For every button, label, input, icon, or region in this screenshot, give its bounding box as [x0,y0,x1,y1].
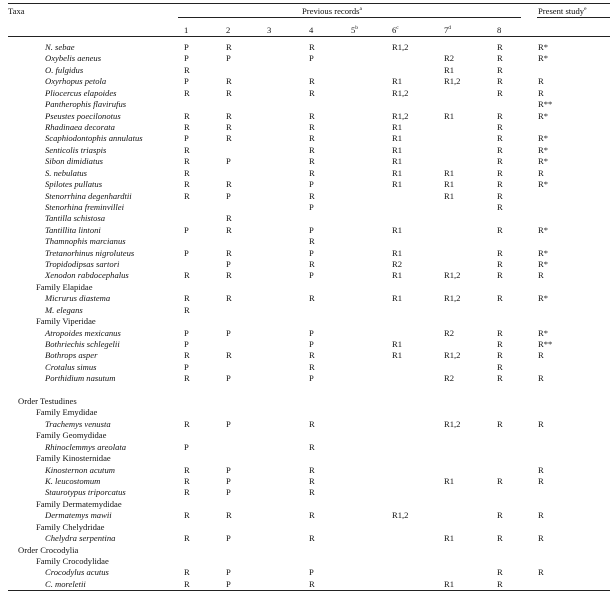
record-cell-col1: R [184,121,190,132]
taxon-name: N. sebae [45,42,75,52]
record-cell-col2: P [226,156,231,167]
record-cell-col1: R [184,144,190,155]
family-heading: Family Dermatemydidae [36,498,122,509]
record-cell-col4: R [309,190,315,201]
taxon-name: Pantherophis flavirufus [45,99,127,110]
family-heading: Family Emydidae [36,407,98,418]
record-cell-col2: R [226,133,232,144]
taxon-name: Trachemys venusta [45,418,111,429]
record-cell-col8: R [497,373,503,384]
present-study-cell: R* [538,144,549,155]
record-cell-col6: R1 [392,133,403,144]
record-cell-col7: R2 [444,327,455,338]
taxon-name: Senticolis triaspis [45,144,107,155]
record-cell-col7: R1,2 [444,76,461,87]
present-study-underline [537,17,610,18]
record-cell-col6: R1 [392,167,403,178]
taxon-name: Oxybelis aeneus [45,53,102,64]
taxon-name: Oxyrhopus petola [45,76,107,87]
record-cell-col4: P [309,224,314,235]
present-study-cell: R [538,270,544,281]
footnote-e: e [584,6,587,13]
present-study-cell: R* [538,179,549,189]
record-cell-col4: R [309,510,315,521]
present-study-header: Present study$^e$ [538,6,587,16]
record-cell-col8: R [497,259,503,269]
record-cell-col4: P [309,567,314,578]
taxon-name: Xenodon rabdocephalus [45,270,129,281]
record-cell-col4: R [309,441,315,452]
record-cell-col4: R [309,144,315,155]
record-cell-col4: R [309,350,315,361]
taxon-name: Tretanorhinus nigroluteus [45,247,135,258]
record-cell-col2: R [226,179,232,189]
record-cell-col4: R [309,578,315,589]
record-cell-col8: R [497,361,503,372]
record-cell-col6: R1 [392,224,403,235]
record-cell-col6: R1 [392,121,403,132]
taxon-name: Stenorrhina degenhardtii [45,190,132,201]
record-cell-col2: P [226,487,231,498]
record-cell-col2: P [226,373,231,384]
taxon-name: S. nebulatus [45,167,88,178]
record-cell-col4: R [309,259,315,269]
family-heading: Family Chelydridae [36,521,105,532]
record-cell-col6: R1,2 [392,87,409,98]
record-cell-col8: R [497,476,503,486]
record-cell-col2: R [226,76,232,87]
record-cell-col7: R1 [444,110,455,121]
present-study-cell: R [538,567,544,578]
family-heading: Family Crocodylidae [36,555,109,566]
record-cell-col2: P [226,533,231,544]
present-study-cell: R* [538,327,549,338]
present-study-cell: R* [538,53,549,64]
record-cell-col8: R [497,270,503,281]
record-cell-col4: P [309,179,314,189]
record-cell-col8: R [497,156,503,167]
record-cell-col1: P [184,327,189,338]
record-cell-col6: R2 [392,259,403,269]
taxon-name: Micrurus diastema [45,293,111,304]
taxon-name: Bothrops asper [45,350,98,361]
record-cell-col8: R [497,578,503,589]
record-cell-col1: R [184,487,190,498]
taxon-name: Tantilla schistosa [45,213,106,224]
taxon-name: Bothriechis schlegelii [45,338,120,349]
record-cell-col8: R [497,338,503,349]
record-cell-col1: R [184,304,190,315]
taxon-name: Scaphiodontophis annulatus [45,133,143,144]
record-cell-col2: R [226,247,232,258]
record-cell-col2: R [226,270,232,281]
record-cell-col4: R [309,361,315,372]
column-number-4: 4 [309,25,314,35]
record-cell-col8: R [497,327,503,338]
record-cell-col6: R1,2 [392,510,409,521]
bottom-rule [8,590,610,591]
record-cell-col1: R [184,578,190,589]
column-number-7: 7$^d$ [444,25,452,35]
record-cell-col1: R [184,510,190,521]
record-cell-col7: R1 [444,179,455,189]
record-cell-col6: R1 [392,247,403,258]
record-cell-col6: R1,2 [392,42,409,52]
present-study-cell: R [538,373,544,384]
record-cell-col8: R [497,293,503,304]
record-cell-col4: P [309,201,314,212]
record-cell-col4: R [309,121,315,132]
taxon-name: Stenorhina freminvillei [45,201,125,212]
record-cell-col1: R [184,270,190,281]
present-study-cell: R [538,418,544,429]
record-cell-col8: R [497,53,503,64]
record-cell-col2: P [226,327,231,338]
record-cell-col8: R [497,42,503,52]
taxa-header: Taxa [8,6,25,16]
taxon-name: Sibon dimidiatus [45,156,104,167]
family-heading: Family Geomydidae [36,430,107,441]
family-heading: Family Elapidae [36,281,93,292]
column-number-3: 3 [267,25,272,35]
previous-records-underline [178,17,521,18]
record-cell-col4: P [309,247,314,258]
record-cell-col7: R1 [444,64,455,75]
record-cell-col8: R [497,179,503,189]
record-cell-col4: R [309,293,315,304]
taxon-name: Pseustes poecilonotus [45,110,121,121]
record-cell-col6: R1 [392,76,403,87]
family-heading: Family Viperidae [36,316,96,327]
record-cell-col2: P [226,190,231,201]
taxon-name: C. moreletii [45,578,86,589]
present-study-cell: R [538,76,544,87]
record-cell-col7: R1 [444,190,455,201]
record-cell-col8: R [497,201,503,212]
taxon-name: Kinosternon acutum [45,464,115,475]
column-number-2: 2 [226,25,231,35]
record-cell-col1: R [184,350,190,361]
record-cell-col2: R [226,87,232,98]
record-cell-col2: R [226,350,232,361]
record-cell-col7: R1 [444,578,455,589]
taxon-name: Thamnophis marcianus [45,236,126,247]
record-cell-col4: R [309,156,315,167]
taxon-name: Tropidodipsas sartori [45,259,120,269]
record-cell-col1: R [184,464,190,475]
record-cell-col4: R [309,167,315,178]
record-cell-col8: R [497,110,503,121]
record-cell-col1: R [184,110,190,121]
record-cell-col8: R [497,510,503,521]
record-cell-col1: P [184,361,189,372]
record-cell-col4: R [309,110,315,121]
record-cell-col7: R1 [444,167,455,178]
present-study-cell: R* [538,293,549,304]
record-cell-col7: R1 [444,476,455,486]
record-cell-col2: R [226,110,232,121]
record-cell-col1: R [184,167,190,178]
record-cell-col4: R [309,476,315,486]
record-cell-col1: P [184,133,189,144]
record-cell-col2: P [226,464,231,475]
column-number-6: 6$^c$ [392,25,399,35]
present-study-cell: R* [538,42,549,52]
record-cell-col2: R [226,224,232,235]
record-cell-col4: R [309,42,315,52]
record-cell-col6: R1 [392,156,403,167]
record-cell-col2: R [226,42,232,52]
record-cell-col8: R [497,418,503,429]
record-cell-col1: R [184,373,190,384]
record-cell-col2: P [226,418,231,429]
taxon-name: Spilotes pullatus [45,179,103,189]
record-cell-col2: R [226,510,232,521]
record-cell-col1: R [184,190,190,201]
record-cell-col4: R [309,236,315,247]
record-cell-col7: R1,2 [444,418,461,429]
present-study-cell: R* [538,156,549,167]
record-cell-col8: R [497,121,503,132]
record-cell-col1: R [184,64,190,75]
order-heading: Order Testudines [18,396,77,406]
record-cell-col1: P [184,76,189,87]
record-cell-col1: R [184,567,190,578]
family-heading: Family Kinosternidae [36,453,111,464]
record-cell-col1: P [184,53,189,64]
record-cell-col8: R [497,144,503,155]
header-bottom-rule [8,36,610,37]
taxon-name: Dermatemys mawii [45,510,112,521]
taxon-name: Crocodylus acutus [45,567,109,578]
record-cell-col1: P [184,441,189,452]
record-cell-col6: R1 [392,144,403,155]
present-study-cell: R [538,350,544,361]
present-study-cell: R* [538,224,549,235]
record-cell-col8: R [497,567,503,578]
record-cell-col7: R1,2 [444,293,461,304]
taxon-name: Rhinoclemmys areolata [45,441,127,452]
record-cell-col4: R [309,87,315,98]
present-study-cell: R* [538,247,549,258]
record-cell-col1: R [184,293,190,304]
present-study-cell: R [538,167,544,178]
taxon-name: Chelydra serpentina [45,533,116,544]
record-cell-col7: R1,2 [444,350,461,361]
record-cell-col4: P [309,338,314,349]
column-number-8: 8 [497,25,502,35]
taxon-name: Staurotypus triporcatus [45,487,126,498]
record-cell-col6: R1 [392,338,403,349]
record-cell-col2: P [226,259,231,269]
present-study-cell: R [538,476,544,486]
record-cell-col8: R [497,247,503,258]
record-cell-col1: R [184,179,190,189]
taxon-name: K. leucostomum [45,476,101,486]
record-cell-col2: P [226,567,231,578]
record-cell-col6: R1 [392,350,403,361]
record-cell-col4: R [309,464,315,475]
record-cell-col4: R [309,418,315,429]
record-cell-col6: R1 [392,270,403,281]
taxon-name: Crotalus simus [45,361,97,372]
record-cell-col2: R [226,293,232,304]
record-cell-col2: R [226,121,232,132]
present-study-cell: R [538,87,544,98]
record-cell-col7: R1,2 [444,270,461,281]
record-cell-col8: R [497,224,503,235]
record-cell-col7: R2 [444,373,455,384]
record-cell-col1: R [184,476,190,486]
record-cell-col4: R [309,133,315,144]
record-cell-col7: R1 [444,533,455,544]
record-cell-col8: R [497,190,503,201]
record-cell-col4: P [309,53,314,64]
record-cell-col8: R [497,350,503,361]
present-study-cell: R* [538,259,549,269]
record-cell-col6: R1 [392,293,403,304]
present-study-cell: R [538,510,544,521]
record-cell-col1: P [184,42,189,52]
record-cell-col4: R [309,533,315,544]
record-cell-col4: R [309,76,315,87]
record-cell-col7: R2 [444,53,455,64]
present-study-cell: R** [538,338,553,349]
taxon-name: Tantillita lintoni [45,224,101,235]
record-cell-col1: P [184,247,189,258]
column-number-5: 5$^b$ [351,25,359,35]
present-study-cell: R [538,533,544,544]
record-cell-col1: R [184,418,190,429]
taxon-name: O. fulgidus [45,64,84,75]
present-study-cell: R* [538,110,549,121]
taxon-name: Porthidium nasutum [45,373,116,384]
record-cell-col8: R [497,167,503,178]
record-cell-col4: P [309,270,314,281]
record-cell-col8: R [497,133,503,144]
taxon-name: Atropoides mexicanus [45,327,121,338]
record-cell-col2: P [226,53,231,64]
record-cell-col2: P [226,476,231,486]
record-cell-col8: R [497,76,503,87]
taxon-name: Rhadinaea decorata [45,121,115,132]
record-cell-col4: R [309,487,315,498]
present-study-cell: R** [538,99,553,110]
record-cell-col6: R1 [392,179,403,189]
record-cell-col8: R [497,87,503,98]
order-heading: Order Crocodylia [18,544,79,555]
present-study-cell: R [538,464,544,475]
record-cell-col1: R [184,87,190,98]
record-cell-col1: R [184,533,190,544]
record-cell-col6: R1,2 [392,110,409,121]
record-cell-col2: R [226,213,232,224]
record-cell-col2: P [226,578,231,589]
previous-records-header: Previous records$^a$ [302,6,362,16]
record-cell-col1: P [184,224,189,235]
record-cell-col8: R [497,64,503,75]
column-number-1: 1 [184,25,189,35]
present-study-cell: R* [538,133,549,144]
record-cell-col8: R [497,533,503,544]
record-cell-col1: R [184,156,190,167]
taxon-name: M. elegans [45,304,83,315]
taxon-name: Pliocercus elapoides [45,87,117,98]
record-cell-col4: P [309,327,314,338]
record-cell-col4: P [309,373,314,384]
top-rule [8,3,610,4]
record-cell-col1: P [184,338,189,349]
footnote-a: a [359,6,362,13]
